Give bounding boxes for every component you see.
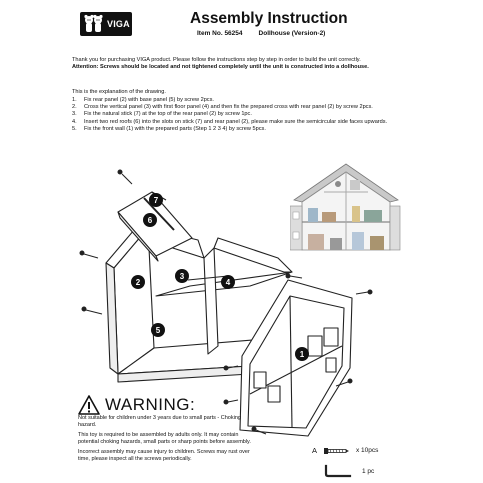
- step-item: 4. Insert two red roofs (6) into the slots on stick (7) and rear panel (2), please make sure the semicircular side faces upwards.: [72, 118, 388, 125]
- svg-text:3: 3: [179, 272, 185, 281]
- callout-2: [131, 275, 145, 289]
- svg-text:6: 6: [147, 216, 153, 225]
- item-number: Item No. 56254: [197, 30, 243, 37]
- svg-text:7: 7: [153, 196, 159, 205]
- step-item: 5. Fix the front wall (1) with the prepared parts (Step 1 2 3 4) by screw 5pcs.: [72, 125, 266, 132]
- viga-logo: [80, 12, 132, 36]
- allen-key-icon: [324, 464, 352, 478]
- callout-7: [149, 193, 163, 207]
- explanation-heading: This is the explanation of the drawing.: [72, 89, 166, 95]
- part-screw: A x 10pcs: [312, 446, 379, 455]
- warning-text: Not suitable for children under 3 years due to small parts - Choking hazard.: [78, 415, 241, 428]
- svg-text:1: 1: [299, 350, 305, 359]
- allen-key-qty: 1 pc: [362, 467, 375, 475]
- callout-6: [143, 213, 157, 227]
- callout-4: [221, 275, 235, 289]
- svg-text:4: 4: [225, 278, 231, 287]
- callout-5: [151, 323, 165, 337]
- intro-thanks: Thank you for purchasing VIGA product. Please follow the instructions step by step in order to build the unit correctly.: [72, 57, 361, 63]
- page-title: Assembly Instruction: [190, 10, 348, 27]
- warning-text: Incorrect assembly may cause injury to children. Screws may rust over time, please inspect all the screws periodically.: [78, 449, 250, 462]
- warning-text: This toy is required to be assembled by adults only. It may contain potential choking hazards, small parts or sharp points before assembly.: [78, 432, 251, 445]
- callout-3: [175, 269, 189, 283]
- step-item: 3. Fix the natural stick (7) at the top of the rear panel (2) by screw 1pc.: [72, 111, 252, 118]
- warning-box: [78, 395, 253, 463]
- svg-text:2: 2: [135, 278, 141, 287]
- parts-list: [312, 446, 422, 480]
- item-line: [197, 30, 325, 37]
- intro-text: [72, 57, 422, 71]
- warning-triangle-icon: [78, 395, 100, 415]
- bear-logo-icon: [83, 14, 105, 34]
- step-item: 2. Cross the vertical panel (3) with first floor panel (4) and then fix the prepared cross with rear panel (2) by screw 2pcs.: [72, 104, 373, 111]
- intro-attention: Attention: Screws should be located and not tightened completely until the unit is constructed into a dollhouse.: [72, 64, 369, 71]
- svg-text:5: 5: [155, 326, 161, 335]
- warning-title: WARNING:: [105, 395, 196, 414]
- logo-text: VIGA: [107, 19, 130, 29]
- step-item: 1. Fix rear panel (2) with base panel (5) by screw 2pcs.: [72, 97, 214, 103]
- callout-1: [295, 347, 309, 361]
- part-allen-key: [312, 464, 374, 478]
- screw-icon: [324, 447, 350, 455]
- product-name: Dollhouse (Version-2): [258, 30, 326, 37]
- screw-qty: x 10pcs: [356, 447, 379, 454]
- steps-list: [72, 97, 424, 133]
